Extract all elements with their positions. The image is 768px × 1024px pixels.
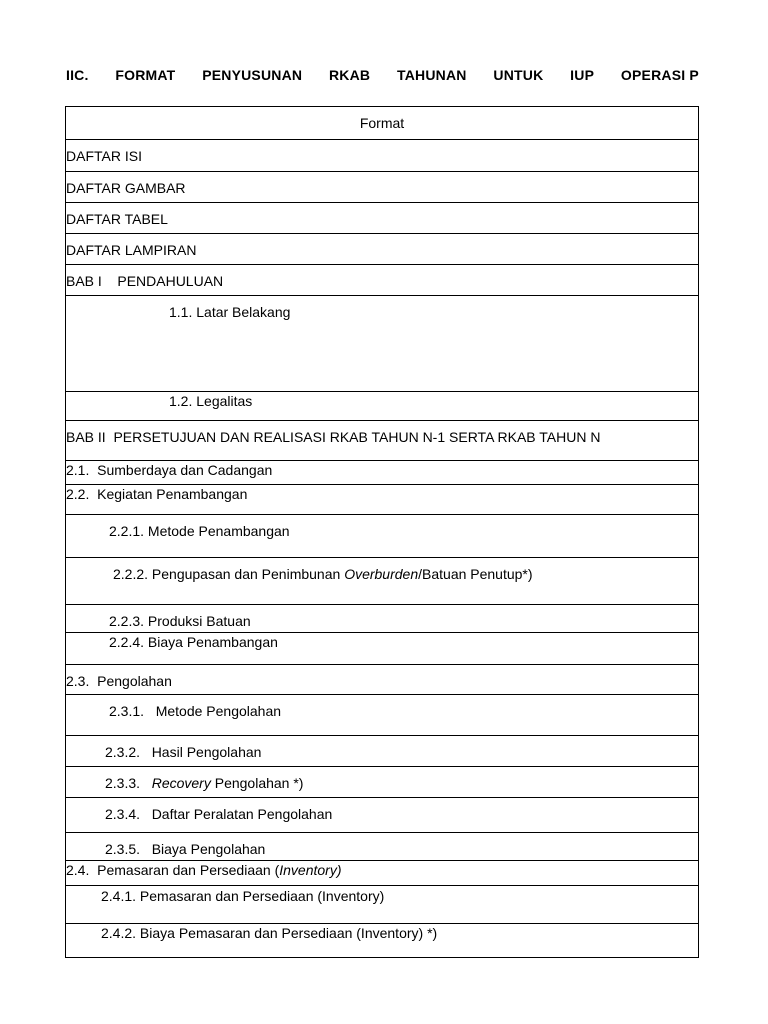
row-text: DAFTAR LAMPIRAN (66, 242, 197, 258)
table-row (66, 664, 698, 694)
table-row (66, 694, 698, 735)
row-text (66, 862, 342, 878)
table-row (66, 264, 698, 295)
table-header (66, 107, 698, 139)
heading-word: IIC. (66, 67, 89, 83)
row-text-italic: Recovery (151, 775, 211, 791)
table-header-label: Format (359, 115, 405, 131)
table-row (66, 295, 698, 391)
table-row (66, 233, 698, 264)
row-text: 2.2.1. Metode Penambangan (109, 523, 290, 539)
table-row (66, 860, 698, 885)
table-row (66, 797, 698, 832)
table-row (66, 202, 698, 233)
table-row (66, 766, 698, 797)
row-text: 2.2.4. Biaya Penambangan (109, 634, 278, 650)
row-text (113, 566, 533, 582)
row-text: 2.1. Sumberdaya dan Cadangan (66, 462, 273, 478)
heading-word: OPERASI P (620, 67, 699, 83)
row-text: 2.3.1. Metode Pengolahan (109, 703, 282, 719)
row-text: 2.3. Pengolahan (66, 673, 172, 689)
table-row (66, 557, 698, 604)
heading-word: FORMAT (115, 67, 176, 83)
row-text: DAFTAR ISI (66, 148, 142, 164)
row-text: DAFTAR GAMBAR (66, 180, 186, 196)
row-text: 2.2.3. Produksi Batuan (109, 613, 251, 629)
row-text: 1.2. Legalitas (169, 393, 253, 409)
heading-word: TAHUNAN (397, 67, 467, 83)
row-text-part: 2.3.3. (105, 775, 152, 791)
table-row (66, 139, 698, 171)
row-text: 2.4.2. Biaya Pemasaran dan Persediaan (Inventory) *) (101, 925, 438, 941)
row-text-part: 2.2.2. Pengupasan dan Penimbunan (113, 566, 345, 582)
format-table (65, 106, 699, 958)
row-text-part: 2.4. Pemasaran dan Persediaan ( (66, 862, 280, 878)
heading-word: IUP (570, 67, 595, 83)
document-heading (66, 67, 699, 83)
table-row (66, 420, 698, 460)
row-text: 2.3.4. Daftar Peralatan Pengolahan (105, 806, 333, 822)
table-row (66, 923, 698, 957)
row-text: 2.3.2. Hasil Pengolahan (105, 744, 262, 760)
row-text: 2.2. Kegiatan Penambangan (66, 486, 248, 502)
row-text: DAFTAR TABEL (66, 211, 168, 227)
row-text-part: /Batuan Penutup*) (418, 566, 533, 582)
heading-word: UNTUK (493, 67, 544, 83)
table-row (66, 604, 698, 632)
table-row (66, 632, 698, 664)
table-row (66, 885, 698, 923)
row-text-italic: Overburden (344, 566, 419, 582)
heading-word: RKAB (329, 67, 371, 83)
table-row (66, 391, 698, 420)
row-text (105, 775, 303, 791)
table-row (66, 514, 698, 557)
table-row (66, 735, 698, 766)
row-text: BAB II PERSETUJUAN DAN REALISASI RKAB TAHUN N-1 SERTA RKAB TAHUN N (66, 429, 601, 445)
row-text-part: Pengolahan *) (210, 775, 304, 791)
table-row (66, 171, 698, 202)
heading-word: PENYUSUNAN (202, 67, 303, 83)
row-text: 2.3.5. Biaya Pengolahan (105, 841, 266, 857)
row-text: BAB I PENDAHULUAN (66, 273, 224, 289)
table-row (66, 484, 698, 514)
row-text: 1.1. Latar Belakang (169, 304, 291, 320)
table-row (66, 832, 698, 860)
row-text-italic: Inventory) (279, 862, 342, 878)
row-text: 2.4.1. Pemasaran dan Persediaan (Inventory) (101, 888, 385, 904)
table-row (66, 460, 698, 484)
